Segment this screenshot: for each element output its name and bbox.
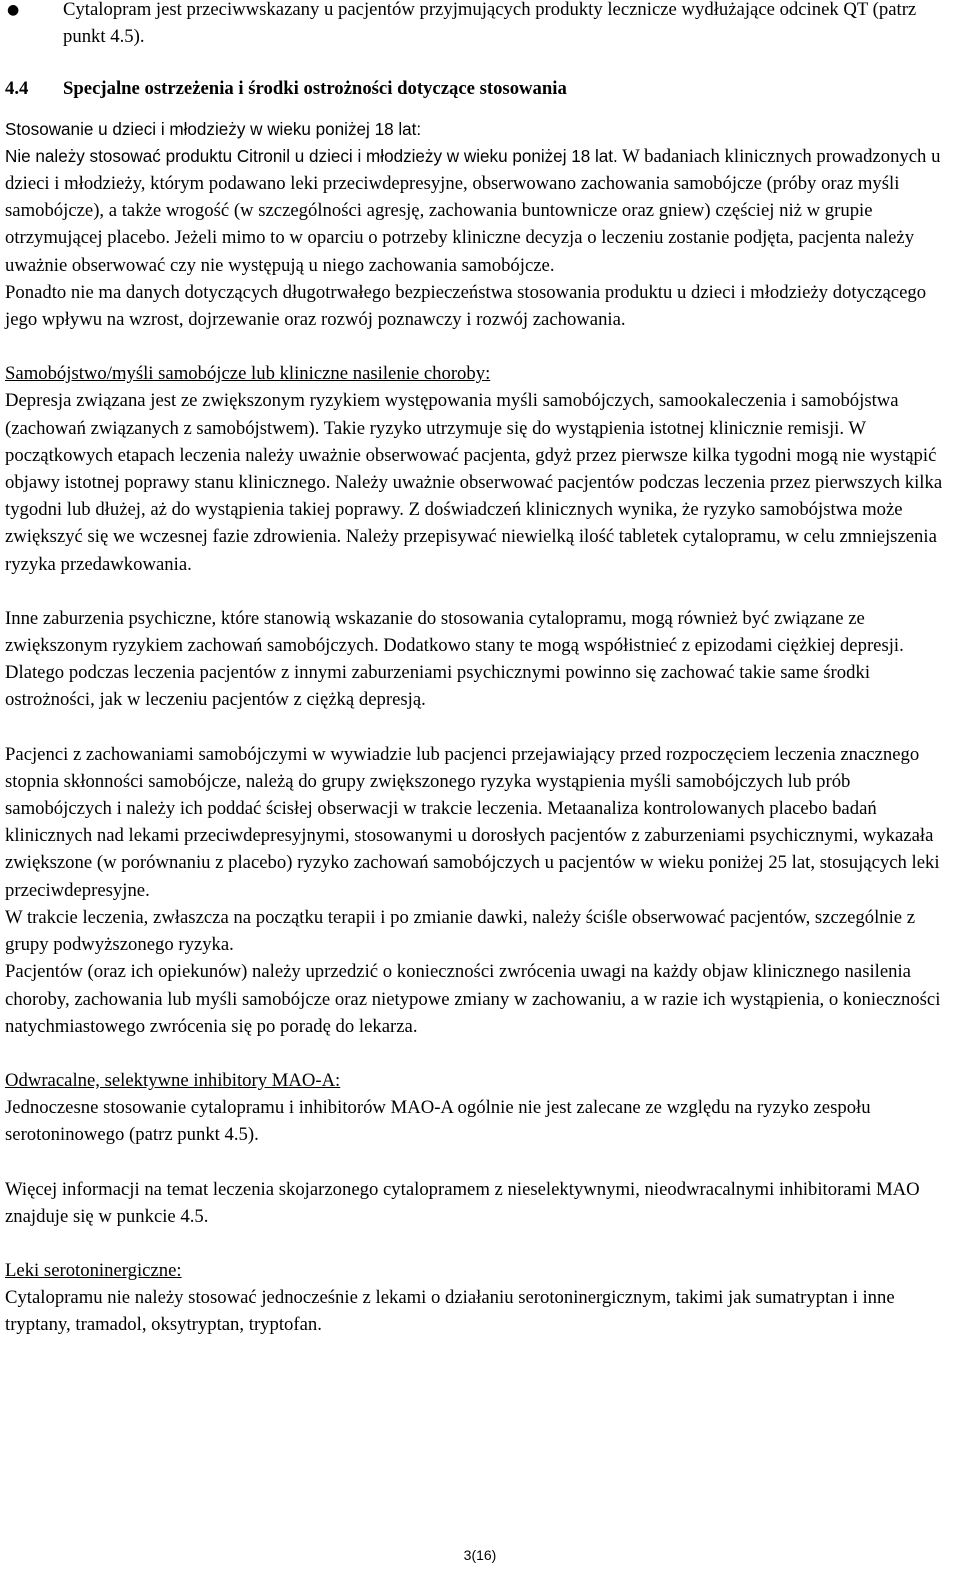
mao-paragraph-2: Więcej informacji na temat leczenia skojarzonego cytalopramem z nieselektywnymi, nieodwracalnymi inhibitorami MAO znajduje się w punkcie 4.5. [5,1178,920,1227]
serotonergic-heading: Leki serotoninergiczne: [5,1259,182,1281]
suicide-paragraph-4: W trakcie leczenia, zwłaszcza na początku terapii i po zmianie dawki, należy ściśle obserwować pacjentów, szczególnie z grupy podwyższonego ryzyka. [5,906,916,956]
children-heading: Stosowanie u dzieci i młodzieży w wieku poniżej 18 lat: [5,119,422,139]
suicide-heading: Samobójstwo/myśli samobójcze lub kliniczne nasilenie choroby: [5,363,491,385]
suicide-paragraph-3: Pacjenci z zachowaniami samobójczymi w wywiadzie lub pacjenci przejawiający przed rozpoczęciem leczenia znacznego stopnia skłonności samobójcze, należą do grupy zwiększonego ryzyka wystąpienia myśli samobójczych lub prób samobójczych i należy ich poddać ścisłej obserwacji w trakcie leczenia. Metaanaliza kontrolowanych placebo badań klinicznych nad lekami przeciwdepresyjnymi, stosowanymi u dorosłych pacjentów z zaburzeniami psychicznymi, wykazała zwiększone (w porównaniu z placebo) ryzyko zachowań samobójczych u pacjentów w wieku poniżej 25 lat, stosujących leki przeciwdepresyjne. [5,743,940,901]
section-heading [5,75,955,102]
mao-paragraph-1: Jednoczesne stosowanie cytalopramu i inhibitorów MAO-A ogólnie nie jest zalecane ze względu na ryzyko zespołu serotoninowego (patrz punkt 4.5). [5,1097,871,1146]
mao-heading: Odwracalne, selektywne inhibitory MAO-A: [5,1069,341,1091]
children-paragraph-1 [5,143,955,279]
children-paragraph-2: Ponadto nie ma danych dotyczących długotrwałego bezpieczeństwa stosowania produktu u dzieci i młodzieży dotyczącego jego wpływu na wzrost, dojrzewanie oraz rozwój poznawczy i rozwój zachowania. [5,281,927,331]
children-paragraph-1-rest: W badaniach klinicznych prowadzonych u dzieci i młodzieży, którym podawano leki przeciwdepresyjne, obserwowano zachowania samobójcze (próby oraz myśli samobójcze), a także wrogość (w szczególności agresję, zachowania buntownicze oraz gniew) częściej niż w grupie otrzymującej placebo. Jeżeli mimo to w oparciu o potrzeby kliniczne decyzja o leczeniu zostanie podjęta, pacjenta należy uważnie obserwować czy nie występują u niego zachowania samobójcze. [5,145,941,276]
section-title: Specjalne ostrzeżenia i środki ostrożności dotyczące stosowania [63,78,567,100]
children-line-1: Nie należy stosować produktu Citronil u dzieci i młodzieży w wieku poniżej 18 lat. [5,146,618,166]
section-number: 4.4 [5,78,29,100]
suicide-paragraph-2: Inne zaburzenia psychiczne, które stanowią wskazanie do stosowania cytalopramu, mogą również być związane ze zwiększonym ryzykiem zachowań samobójczych. Dodatkowo stany te mogą współistnieć z epizodami ciężkiej depresji. Dlatego podczas leczenia pacjentów z innymi zaburzeniami psychicznymi powinno się zachować takie same środki ostrożności, jak w leczeniu pacjentów z ciężką depresją. [5,607,904,711]
document-page [5,0,955,1339]
suicide-paragraph-5: Pacjentów (oraz ich opiekunów) należy uprzedzić o konieczności zwrócenia uwagi na każdy objaw klinicznego nasilenia choroby, zachowania lub myśli samobójcze oraz nietypowe zmiany w zachowaniu, a w razie ich wystąpienia, o konieczności natychmiastowego zwrócenia się po poradę do lekarza. [5,961,941,1037]
serotonergic-paragraph: Cytalopramu nie należy stosować jednocześnie z lekami o działaniu serotoninergicznym, takimi jak sumatryptan i inne tryptany, tramadol, oksytryptan, tryptofan. [5,1287,895,1336]
suicide-paragraph-1: Depresja związana jest ze zwiększonym ryzykiem występowania myśli samobójczych, samookaleczenia i samobójstwa (zachowań związanych z samobójstwem). Takie ryzyko utrzymuje się do wystąpienia istotnej klinicznie remisji. W początkowych etapach leczenia należy uważnie obserwować pacjenta, gdyż przez pierwsze kilka tygodni mogą nie wystąpić objawy istotnej poprawy stanu klinicznego. Należy uważnie obserwować pacjentów podczas leczenia przez pierwszych kilka tygodni lub dłużej, aż do wystąpienia takiej poprawy. Z doświadczeń klinicznych wynika, że ryzyko samobójstwa może zwiększyć się we wczesnej fazie zdrowienia. Należy przepisywać niewielką ilość tabletek cytalopramu, w celu zmniejszenia ryzyka przedawkowania. [5,390,943,575]
page-number: 3(16) [463,1547,497,1563]
bullet-dot-icon: ● [7,2,20,18]
contraindication-bullet [5,0,955,50]
bullet-text: Cytalopram jest przeciwwskazany u pacjentów przyjmujących produkty lecznicze wydłużające odcinek QT (patrz punkt 4.5). [63,0,917,48]
